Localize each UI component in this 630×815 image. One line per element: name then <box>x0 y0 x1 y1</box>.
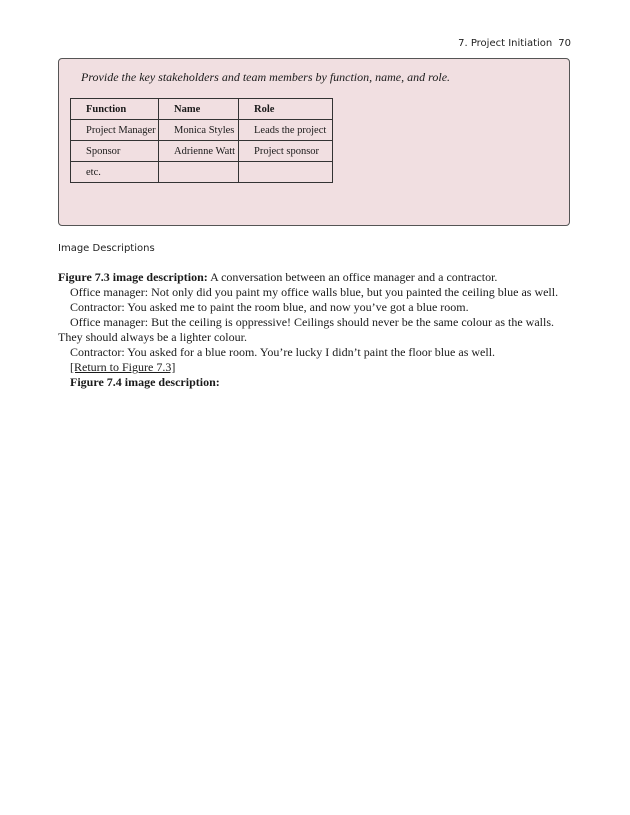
table-cell: Sponsor <box>71 141 159 162</box>
chapter-title: 7. Project Initiation <box>458 38 553 49</box>
table-row <box>71 141 333 162</box>
return-link-paragraph <box>58 360 574 375</box>
table-cell <box>159 162 239 183</box>
return-to-figure-link[interactable]: [Return to Figure 7.3] <box>70 360 176 374</box>
callout-intro: Provide the key stakeholders and team members by function, name, and role. <box>81 70 451 84</box>
figure-7-3-text: A conversation between an office manager and a contractor. <box>207 270 498 284</box>
column-header-name: Name <box>159 99 239 120</box>
dialogue-line: Office manager: Not only did you paint my office walls blue, but you painted the ceiling blue as well. <box>70 285 559 299</box>
stakeholder-callout-box <box>58 58 570 226</box>
column-header-function: Function <box>71 99 159 120</box>
page-number: 70 <box>558 38 571 49</box>
figure-7-4-label: Figure 7.4 image description: <box>70 375 220 389</box>
table-row <box>71 120 333 141</box>
column-header-role: Role <box>239 99 333 120</box>
table-cell: Project Manager <box>71 120 159 141</box>
table-cell: Leads the project <box>239 120 333 141</box>
image-descriptions <box>58 270 574 390</box>
figure-7-4-description <box>58 375 574 390</box>
dialogue-line: Contractor: You asked me to paint the room blue, and now you’ve got a blue room. <box>70 300 469 314</box>
table-cell: etc. <box>71 162 159 183</box>
dialogue-line: Contractor: You asked for a blue room. You’re lucky I didn’t paint the floor blue as well. <box>70 345 496 359</box>
table-cell: Adrienne Watt <box>159 141 239 162</box>
table-header-row <box>71 99 333 120</box>
stakeholder-table <box>70 98 333 183</box>
figure-7-3-label: Figure 7.3 image description: <box>58 270 208 284</box>
dialogue-line: Office manager: But the ceiling is oppressive! Ceilings should never be the same colour as the walls. They should always be a lighter colour. <box>58 315 554 344</box>
section-title: Image Descriptions <box>58 243 155 254</box>
table-cell <box>239 162 333 183</box>
table-cell: Monica Styles <box>159 120 239 141</box>
table-cell: Project sponsor <box>239 141 333 162</box>
running-header <box>458 38 571 49</box>
table-row <box>71 162 333 183</box>
figure-7-3-description <box>58 270 574 285</box>
